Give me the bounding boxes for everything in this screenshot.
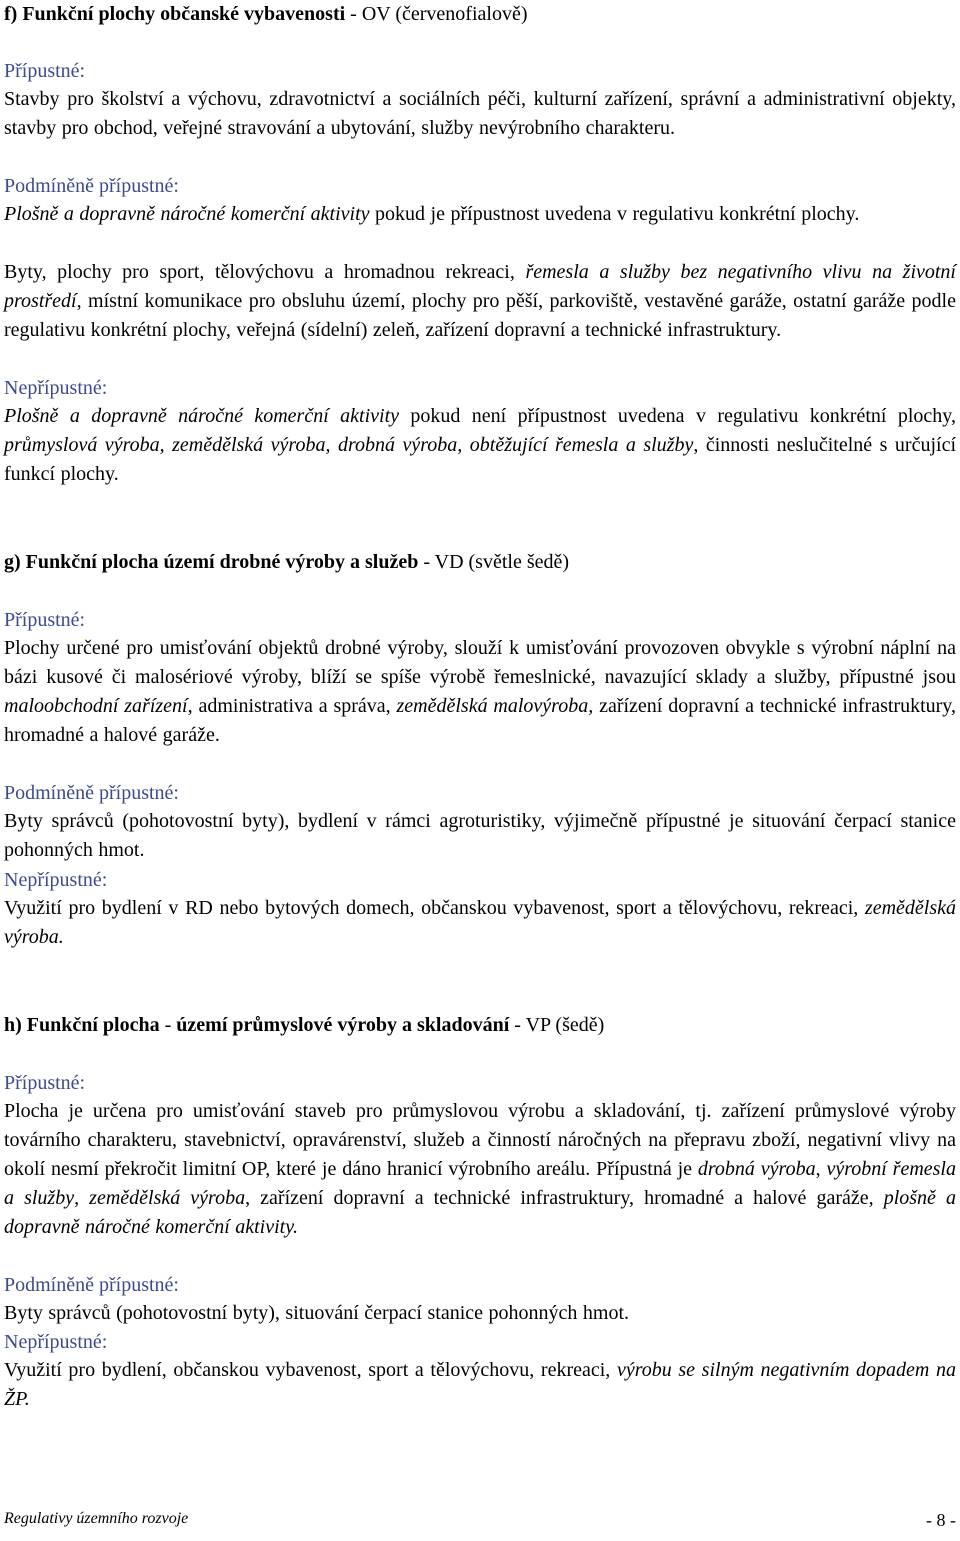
section-h-allowed-italic-3: zemědělská výroba [89, 1187, 246, 1209]
section-h-label-conditional: Podmíněně přípustné: [4, 1274, 179, 1296]
section-h-allowed-a: Plocha je určena pro umisťování staveb pro průmyslovou výrobu a skladování, tj. zařízení průmyslové výroby továrního charakteru, stavebnictví, opravárenství, služeb a činností náročných na přepravu zboží, negativní vlivy na okolí nesmí překročit limitní OP, které je dáno hranicí výrobního areálu. Přípustná je [4, 1100, 956, 1180]
section-f-label-allowed: Přípustné: [4, 60, 86, 82]
section-h-allowed-italic-2: výrobní řemesla a služby [4, 1158, 956, 1209]
section-f-heading-bold: f) Funkční plochy občanské vybavenosti [4, 3, 346, 25]
section-f-cond-2-italic: řemesla a služby bez negativního vlivu na životní prostředí [4, 261, 956, 312]
section-f-cond-2-b: , místní komunikace pro obsluhu území, plochy pro pěší, parkoviště, vestavěné garáže, ostatní garáže podle regulativu konkrétní plochy, veřejná (sídelní) zeleň, zařízení dopravní a technické infrastruktury. [4, 290, 956, 341]
section-g-heading [4, 548, 569, 576]
section-g-allowed-italic-2: zemědělská malovýroba, [396, 695, 594, 717]
page-number: - 8 - [926, 1510, 956, 1530]
section-f-forbidden-text [4, 402, 956, 489]
section-g-allowed-text [4, 634, 956, 750]
section-h-heading-mid: - [159, 1014, 177, 1036]
section-h-forb-italic: výrobu se silným negativním dopadem na ŽP. [4, 1359, 957, 1410]
section-f-forb-a: pokud není přípustnost uvedena v regulativu konkrétní plochy, [399, 405, 956, 427]
section-f-label-conditional: Podmíněně přípustné: [4, 175, 179, 197]
section-g-allowed-b: , administrativa a správa, [187, 695, 397, 717]
section-g-allowed-italic-1: maloobchodní zařízení [4, 695, 188, 717]
section-g-label-forbidden: Nepřípustné: [4, 869, 108, 891]
section-g-label-allowed: Přípustné: [4, 609, 86, 631]
section-f-cond-2-a: Byty, plochy pro sport, tělovýchovu a hromadnou rekreaci, [4, 261, 526, 283]
section-h-conditional-text: Byty správců (pohotovostní byty), situování čerpací stanice pohonných hmot. [4, 1302, 629, 1324]
section-h-forbidden-text [4, 1356, 956, 1414]
footer-title: Regulativy územního rozvoje [4, 1510, 189, 1527]
section-g-forb-italic: zemědělská výroba. [4, 897, 956, 948]
section-f-forb-italic-1: Plošně a dopravně náročné komerční aktivity [4, 405, 400, 427]
section-h-label-forbidden: Nepřípustné: [4, 1331, 108, 1353]
section-f-heading-rest: - OV (červenofialově) [345, 3, 528, 25]
section-f-allowed-text: Stavby pro školství a výchovu, zdravotnictví a sociálních péči, kulturní zařízení, správní a administrativní objekty, stavby pro obchod, veřejné stravování a ubytování, služby nevýrobního charakteru. [4, 88, 956, 139]
section-f-label-forbidden: Nepřípustné: [4, 377, 108, 399]
section-f-heading [4, 0, 528, 28]
section-f-cond-1-italic: Plošně a dopravně náročné komerční aktivity [4, 203, 370, 225]
section-h-allowed-italic-1: drobná výroba [697, 1158, 816, 1180]
section-h-heading-bold-1: h) Funkční plocha [4, 1014, 160, 1036]
section-g-label-conditional: Podmíněně přípustné: [4, 782, 179, 804]
section-f-forb-b: , činnosti neslučitelné s určující funkcí plochy. [4, 434, 957, 485]
section-h-label-allowed: Přípustné: [4, 1072, 86, 1094]
section-f-conditional-text-1 [4, 200, 956, 229]
section-g-allowed-c: zařízení dopravní a technické infrastruktury, hromadné a halové garáže. [4, 695, 956, 746]
section-g-heading-rest: - VD (světle šedě) [418, 551, 570, 573]
section-h-allowed-italic-4: plošně a dopravně náročné komerční aktivity. [4, 1187, 957, 1238]
section-h-allowed-text [4, 1097, 956, 1242]
section-g-conditional-text: Byty správců (pohotovostní byty), bydlení v rámci agroturistiky, výjimečně přípustné je situování čerpací stanice pohonných hmot. [4, 810, 956, 861]
section-f-cond-1-rest: pokud je přípustnost uvedena v regulativu konkrétní plochy. [369, 203, 860, 225]
section-g-forbidden-text [4, 894, 956, 952]
section-f-conditional-text-2 [4, 258, 956, 345]
section-h-heading [4, 1011, 604, 1039]
section-g-forb-a: Využití pro bydlení v RD nebo bytových domech, občanskou vybavenost, sport a tělovýchovu, rekreaci, [4, 897, 865, 919]
section-h-allowed-b: , [815, 1158, 827, 1180]
section-h-forb-a: Využití pro bydlení, občanskou vybavenost, sport a tělovýchovu, rekreaci, [4, 1359, 617, 1381]
section-h-heading-bold-2: území průmyslové výroby a skladování [176, 1014, 510, 1036]
section-h-allowed-c: , [74, 1187, 90, 1209]
section-g-allowed-a: Plochy určené pro umisťování objektů drobné výroby, slouží k umisťování provozoven obvykle s výrobní náplní na bázi kusové či malosériové výroby, blíží se spíše výrobě řemeslnické, navazující sklady a služby, přípustné jsou [4, 637, 956, 688]
section-h-allowed-d: , zařízení dopravní a technické infrastruktury, hromadné a halové garáže, [245, 1187, 884, 1209]
section-g-heading-bold: g) Funkční plocha území drobné výroby a služeb [4, 551, 419, 573]
section-h-heading-rest: - VP (šedě) [509, 1014, 605, 1036]
section-f-forb-italic-2: průmyslová výroba, zemědělská výroba, drobná výroba, obtěžující řemesla a služby [4, 434, 694, 456]
